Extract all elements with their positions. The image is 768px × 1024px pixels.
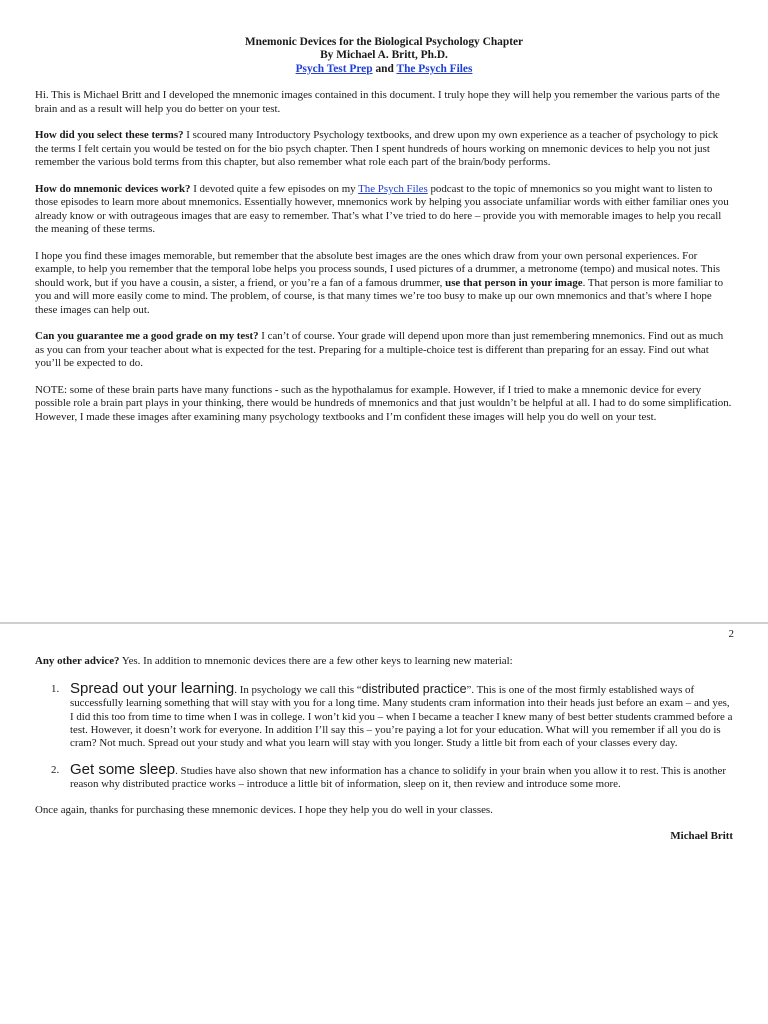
document-links: [35, 63, 733, 76]
page-2-content: [35, 655, 733, 844]
page-1-content: [35, 36, 733, 438]
intro-paragraph: Hi. This is Michael Britt and I developed the mnemonic images contained in this document. I truly hope they will help you remember the various parts of the brain and as a result will help you do better on your test.: [35, 89, 720, 115]
page-separator: [0, 622, 768, 624]
faq-answer-cont: podcast to the topic of mnemonics so you might want to listen to those episodes to learn more about mnemonics. Essentially however, mnemonics work by helping you associate unfamiliar words with either familiar ones you already know or with outrageous images that are easy to remember. That’s what I’ve tried to do here – provide you with memorable images to help you recall the meaning of these terms.: [35, 183, 729, 236]
faq-question: Any other advice?: [35, 655, 120, 667]
faq-answer: I devoted quite a few episodes on my: [190, 183, 359, 196]
note-paragraph: NOTE: some of these brain parts have many functions - such as the hypothalamus for example. However, if I tried to make a mnemonic device for every possible role a brain part plays in your thinking, there would be hundreds of mnemonics and that just wouldn’t be helpful at all. I had to do some simplification. However, I made these images after examining many psychology textbooks and I’m confident these images will help you do well on your test.: [35, 384, 732, 423]
hope-text-cont: . That person is more familiar to you and will more easily come to mind. The problem, of course, is that many times we’re too busy to make up our own mnemonics and that’s where I hope these images can help out.: [35, 276, 724, 316]
faq-how-mnemonics-work: [35, 183, 733, 237]
list-number: 2.: [51, 763, 60, 776]
document-title: Mnemonic Devices for the Biological Psychology Chapter: [244, 36, 524, 48]
faq-guarantee: [35, 330, 733, 370]
advice-text: . In psychology we call this “: [234, 683, 362, 696]
list-item: [35, 760, 733, 792]
psych-test-prep-link[interactable]: Psych Test Prep: [295, 62, 373, 75]
list-item: [35, 679, 733, 751]
advice-heading: Get some sleep: [70, 760, 176, 778]
faq-other-advice: [35, 655, 733, 668]
advice-text-cont: ”. This is one of the most firmly established ways of successfully learning something that will stay with you for a long time. Many students cram information into their heads just before an exam – and yes, I did this too from time to time when I was in college. I won’t kid you – when I became a teacher I knew many of best better students crammed before a test. However, it doesn’t work for everyone. In addition I’ll say this – you’re paying a lot for your education. What will you remember if all you do is cram? Not much. Spread out your study and what you learn will stay with you longer. Study a little bit from each of your classes every day.: [70, 683, 733, 750]
faq-select-terms: [35, 129, 733, 169]
psych-files-inline-link[interactable]: The Psych Files: [358, 183, 428, 196]
advice-term: distributed practice: [361, 681, 467, 696]
faq-question: How do mnemonic devices work?: [35, 183, 191, 196]
faq-answer: Yes. In addition to mnemonic devices there are a few other keys to learning new material:: [119, 655, 513, 667]
hope-text: I hope you find these images memorable, but remember that the absolute best images are the ones which draw from your own personal experiences. For example, to help you remember that the temporal lobe helps you process sounds, I used pictures of a drummer, a metronome (tempo) and musical notes. This should work, but if you have a cousin, a sister, a friend, or you’re a fan of a famous drummer,: [35, 250, 720, 289]
document-page-2: [0, 622, 768, 1024]
faq-question: How did you select these terms?: [35, 129, 184, 142]
advice-heading: Spread out your learning: [70, 679, 235, 697]
advice-text: . Studies have also shown that new information has a chance to solidify in your brain when you allow it to rest. This is another reason why distributed practice works – introduce a little bit of information, sleep on it, then review and introduce some more.: [70, 764, 726, 791]
links-and-text: and: [375, 62, 394, 75]
signature: Michael Britt: [670, 830, 733, 843]
list-number: 1.: [51, 682, 60, 695]
document-author: By Michael A. Britt, Ph.D.: [320, 49, 448, 62]
hope-paragraph: [35, 250, 733, 317]
page-number: 2: [728, 628, 734, 640]
psych-files-link[interactable]: The Psych Files: [396, 62, 473, 75]
advice-list: [35, 679, 733, 792]
hope-emphasis: use that person in your image: [445, 276, 583, 289]
closing-paragraph: Once again, thanks for purchasing these mnemonic devices. I hope they help you do well in your classes.: [35, 803, 493, 816]
faq-answer: I can’t of course. Your grade will depend upon more than just remembering mnemonics. Find out as much as you can from your teacher about what is expected for the test. Preparing for a multiple-choice test is different than preparing for an essay. Find out what you’ll be expected to do.: [35, 330, 724, 370]
faq-answer: I scoured many Introductory Psychology textbooks, and drew upon my own experience as a teacher of psychology to pick the terms I felt certain you would be tested on for the bio psych chapter. Then I spent hundreds of hours working on mnemonic devices to help you not just remember the various bold terms from this chapter, but also remember what role each part of the brain/body performs.: [35, 129, 719, 169]
faq-question: Can you guarantee me a good grade on my test?: [35, 330, 259, 343]
